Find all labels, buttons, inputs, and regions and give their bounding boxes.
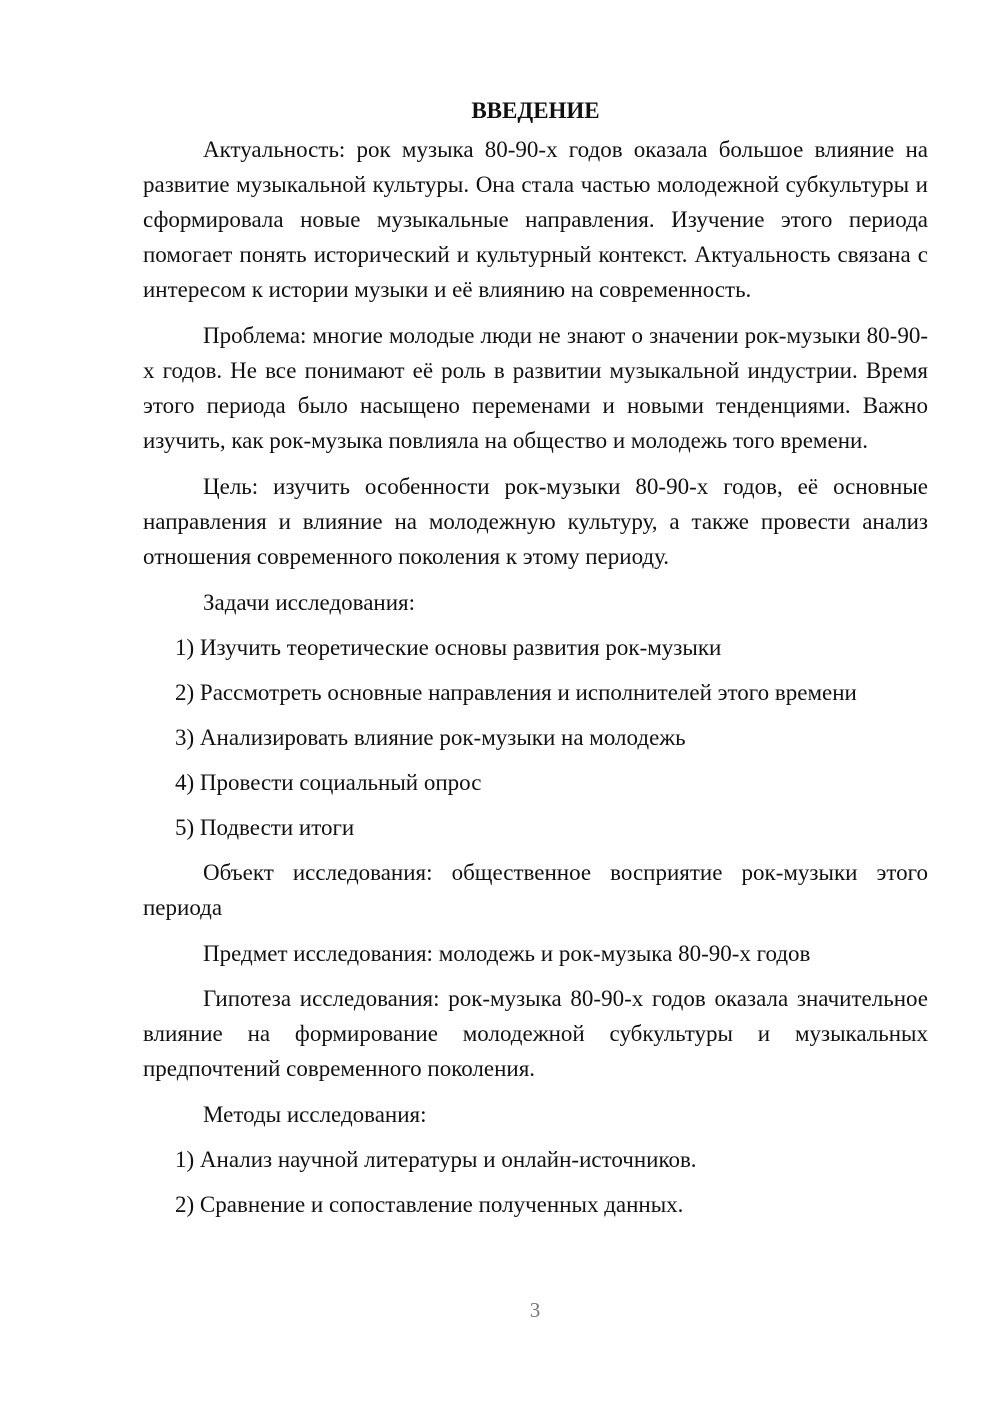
- tasks-list: [143, 630, 928, 845]
- task-item: 5) Подвести итоги: [175, 815, 355, 840]
- relevance-paragraph: Актуальность: рок музыка 80-90-х годов оказала большое влияние на развитие музыкальной культуры. Она стала частью молодежной субкультуры и сформировала новые музыкальные направления. Изучение этого периода помогает понять исторический и культурный контекст. Актуальность связана с интересом к истории музыки и её влиянию на современность.: [143, 137, 928, 302]
- section-title: ВВЕДЕНИЕ: [471, 98, 600, 123]
- methods-heading: Методы исследования:: [203, 1102, 427, 1127]
- page-body: [143, 96, 928, 1232]
- subject-paragraph: Предмет исследования: молодежь и рок-музыка 80-90-х годов: [203, 941, 811, 966]
- methods-list: [143, 1142, 928, 1222]
- task-item: 3) Анализировать влияние рок-музыки на молодежь: [175, 725, 686, 750]
- method-item: 1) Анализ научной литературы и онлайн-источников.: [175, 1147, 697, 1172]
- hypothesis-paragraph: Гипотеза исследования: рок-музыка 80-90-х годов оказала значительное влияние на формирование молодежной субкультуры и музыкальных предпочтений современного поколения.: [143, 986, 928, 1081]
- task-item: 1) Изучить теоретические основы развития рок-музыки: [175, 635, 722, 660]
- object-paragraph: Объект исследования: общественное восприятие рок-музыки этого периода: [143, 860, 928, 920]
- task-item: 4) Провести социальный опрос: [175, 770, 482, 795]
- method-item: 2) Сравнение и сопоставление полученных данных.: [175, 1192, 684, 1217]
- goal-paragraph: Цель: изучить особенности рок-музыки 80-90-х годов, её основные направления и влияние на молодежную культуру, а также провести анализ отношения современного поколения к этому периоду.: [143, 474, 928, 569]
- task-item: 2) Рассмотреть основные направления и исполнителей этого времени: [175, 680, 857, 705]
- tasks-heading: Задачи исследования:: [203, 590, 416, 615]
- page-number: 3: [529, 1298, 541, 1322]
- problem-paragraph: Проблема: многие молодые люди не знают о значении рок-музыки 80-90-х годов. Не все понимают её роль в развитии музыкальной индустрии. Время этого периода было насыщено переменами и новыми тенденциями. Важно изучить, как рок-музыка повлияла на общество и молодежь того времени.: [143, 323, 928, 453]
